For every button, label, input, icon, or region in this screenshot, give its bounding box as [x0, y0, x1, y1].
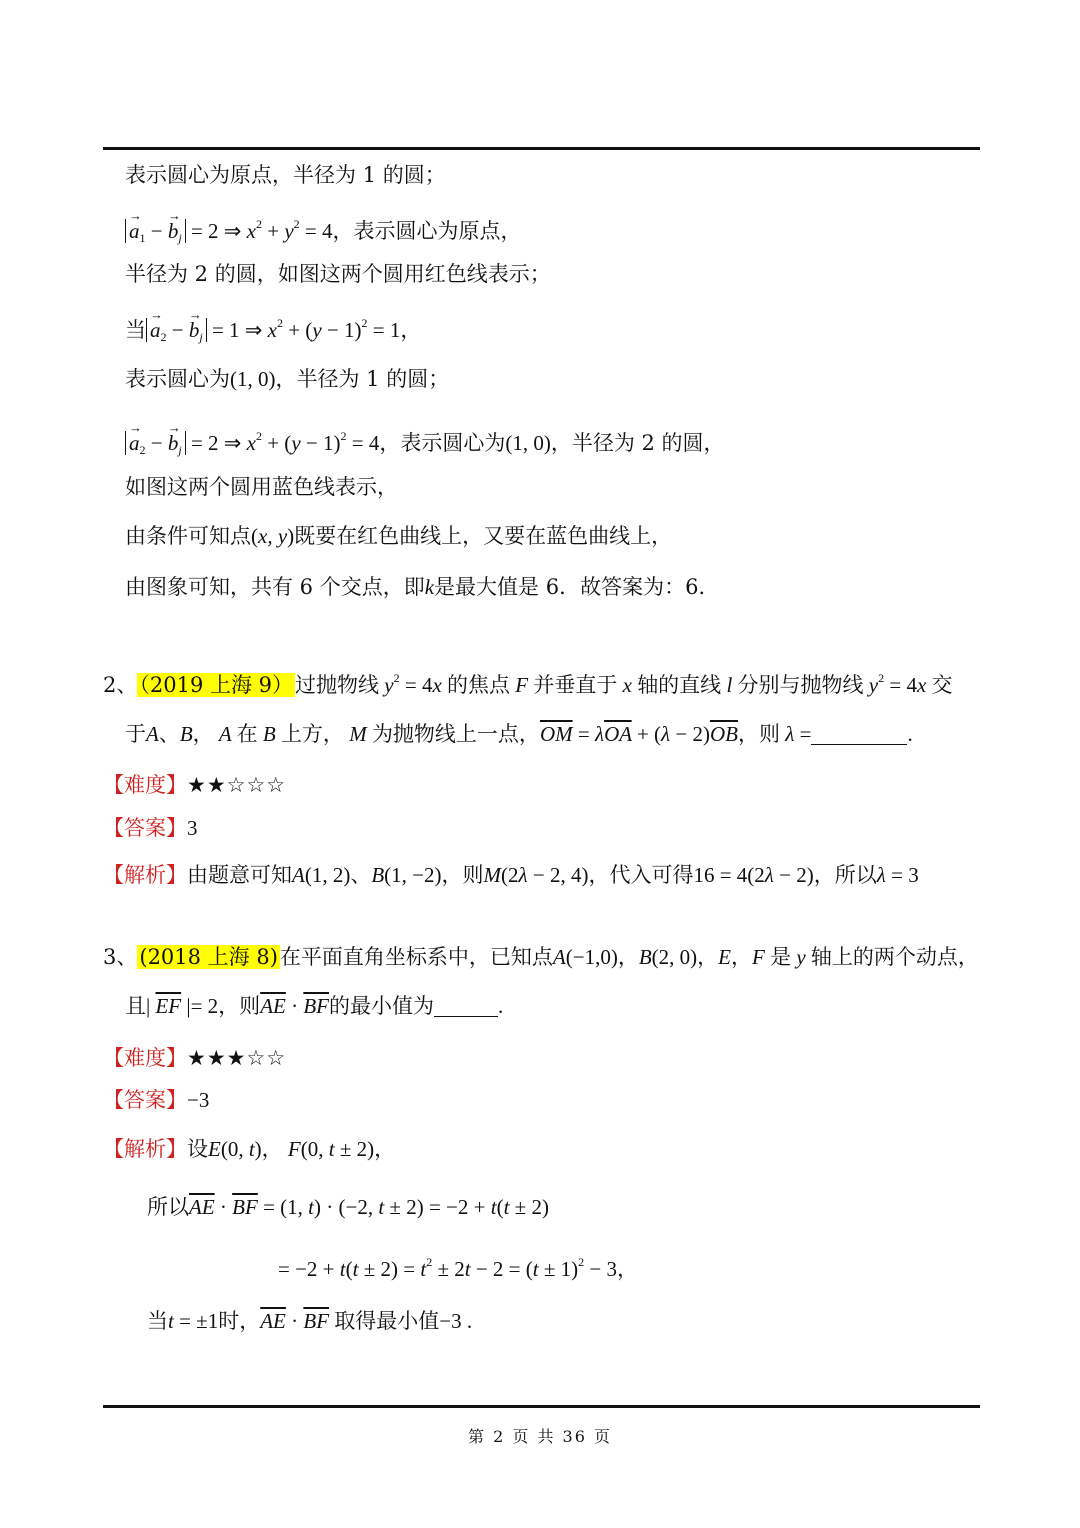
question-2-difficulty: 【难度】★★☆☆☆ — [103, 773, 287, 797]
question-number: 3、 — [103, 945, 138, 969]
question-2-line-1: 2、（2019 上海 9）过抛物线 $y^2 = 4x$ 的焦点 F 并垂直于 x 轴的直线 l 分别与抛物线 $y^2 = 4x$ 交 — [103, 671, 953, 697]
point-1-0: (1, 0) — [230, 367, 276, 391]
question-3-line-1: 3、(2018 上海 8)在平面直角坐标系中，已知点A(−1,0)，B(2, 0)，E，F 是 y 轴上的两个动点， — [103, 945, 979, 969]
answer-blank — [434, 996, 498, 1017]
question-2-analysis: 【解析】由题意可知A(1, 2)、B(1, −2)，则M(2λ − 2, 4)，代入可得16 = 4(2λ − 2)，所以λ = 3 — [103, 863, 919, 887]
solution-line-7: 如图这两个圆用蓝色线表示， — [125, 475, 398, 499]
solution-line-9: 由图象可知，共有 6 个交点，即k是最大值是 6．故答案为：6． — [125, 575, 720, 599]
question-2-line-2: 于A、B， A 在 B 上方， M 为抛物线上一点，$\overline{OM} = \lambda\overline{OA} + (\lambda - 2)\overline{OB}$，则 λ = . — [125, 722, 913, 746]
solution-line-1: 表示圆心为原点，半径为 1 的圆； — [125, 163, 446, 187]
difficulty-stars: ★★☆☆☆ — [187, 773, 287, 797]
question-source-badge: (2018 上海 8) — [139, 945, 278, 969]
solution-line-4: 当 → $a_2$ − → $b_j = 1$ ⇒ $x^2 + (y - 1)^2 = 1$， — [125, 308, 421, 352]
question-3-line-2: 且| $\overline{EF}$ |= 2，则$\overline{AE} \cdot \overline{BF}$的最小值为 . — [125, 994, 504, 1018]
header-rule — [103, 147, 980, 150]
footer-rule — [103, 1405, 980, 1408]
page-number: 第 2 页 共 36 页 — [468, 1427, 612, 1446]
analysis-step-3: 当t = ±1时，$\overline{AE} \cdot \overline{BF}$ 取得最小值−3 . — [147, 1309, 473, 1333]
formula-abs-a2-bj-1: → $a_2$ − → $b_j = 1$ ⇒ $x^2 + (y - 1)^2 = 1$ — [146, 318, 400, 342]
question-3-difficulty: 【难度】★★★☆☆ — [103, 1046, 287, 1070]
question-3-analysis: 【解析】设E(0, t)， F(0, t ± 2)， — [103, 1137, 396, 1161]
analysis-step-2: = $-2 + t(t \pm 2) = t^2 \pm 2t - 2 = (t \pm 1)^2 - 3$， — [278, 1255, 638, 1281]
formula-abs-a1-bj: → $a_1$ − → $b_j = 2$ ⇒ $x^2 + y^2 = 4$ — [125, 219, 332, 243]
question-3-answer: 【答案】−3 — [103, 1088, 210, 1112]
solution-line-8: 由条件可知点(x, y)既要在红色曲线上，又要在蓝色曲线上， — [125, 524, 673, 548]
solution-line-2: → $a_1$ − → $b_j = 2$ ⇒ $x^2 + y^2 = 4$，表示圆心为原点， — [125, 209, 521, 253]
question-number: 2、 — [103, 673, 138, 697]
question-source-badge: （2019 上海 9） — [139, 673, 294, 697]
formula-abs-a2-bj-2: → $a_2$ − → $b_j = 2$ ⇒ $x^2 + (y - 1)^2 = 4$ — [125, 431, 379, 455]
difficulty-stars: ★★★☆☆ — [187, 1046, 287, 1070]
analysis-step-1: 所以$\overline{AE} \cdot \overline{BF} = (1$, t) · (−2, t ± 2) = −2 + t(t ± 2) — [147, 1195, 549, 1219]
solution-line-6: → $a_2$ − → $b_j = 2$ ⇒ $x^2 + (y - 1)^2 = 4$，表示圆心为(1, 0)，半径为 2 的圆， — [125, 421, 725, 465]
answer-blank — [811, 724, 907, 745]
solution-line-5: 表示圆心为(1, 0)，半径为 1 的圆； — [125, 367, 450, 391]
vector-equation: $\overline{OM} = \lambda\overline{OA} + (\lambda - 2)\overline{OB}$ — [539, 722, 738, 746]
solution-line-3: 半径为 2 的圆，如图这两个圆用红色线表示； — [125, 262, 551, 286]
question-2-answer: 【答案】3 — [103, 816, 198, 840]
